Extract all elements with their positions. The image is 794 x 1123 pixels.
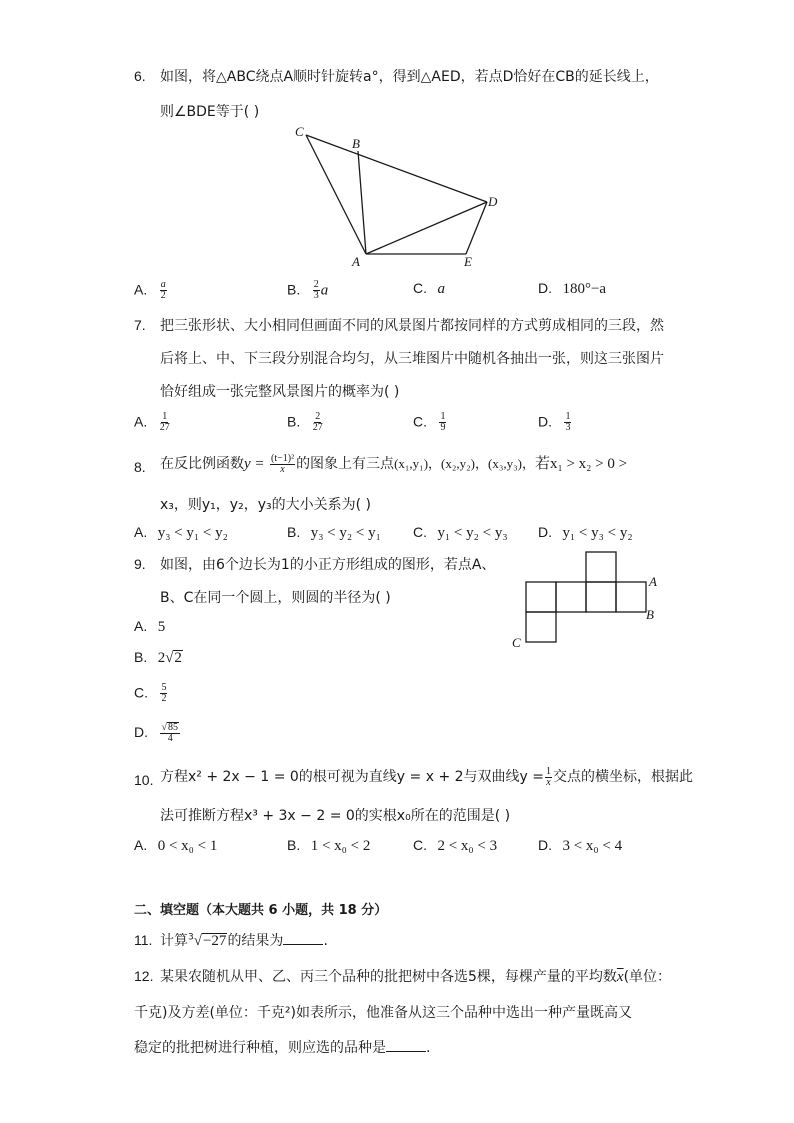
q9-text-line2: B、C在同一个圆上，则圆的半径为( ) (160, 590, 391, 606)
q6-text-line1: 如图，将△ABC绕点A顺时针旋转a°，得到△AED，若点D恰好在CB的延长线上， (160, 69, 659, 85)
label-C: C (512, 635, 521, 650)
q6-text-line2: 则∠BDE等于( ) (160, 104, 260, 120)
q8-text-line2: x₃，则y₁，y₂，y₃的大小关系为( ) (160, 497, 371, 513)
q7-text-line1: 把三张形状、大小相同但画面不同的风景图片都按同样的方式剪成相同的三段，然 (160, 318, 664, 334)
q9-option-d[interactable]: D. $\frac{√85}{4}$ (134, 722, 178, 744)
q10-option-c[interactable]: C. 2 < x₀ < 3 (413, 837, 498, 854)
q8-number: 8. (134, 459, 146, 475)
q7-number: 7. (134, 317, 146, 333)
q12-number: 12. (134, 968, 154, 984)
q11-text: 计算$^3$√−27的结果为 . (160, 932, 328, 949)
answer-blank[interactable] (283, 932, 323, 945)
q8-option-d[interactable]: D. y₁ < y₃ < y₂ (538, 524, 633, 541)
q6-option-b[interactable]: B. $\frac{2}{3}$ a (287, 279, 329, 301)
q8-option-b[interactable]: B. y₃ < y₂ < y₁ (287, 524, 381, 541)
q6-option-a[interactable]: A. $\frac{a}{2}$ (134, 279, 166, 301)
q9-text-line1: 如图，由6个边长为1的小正方形组成的图形，若点A、 (160, 557, 496, 573)
q10-number: 10. (134, 772, 154, 788)
q9-option-a[interactable]: A. 5 (134, 618, 166, 635)
answer-blank[interactable] (386, 1039, 426, 1052)
label-A: A (649, 574, 657, 589)
q9-squares-figure (508, 548, 668, 652)
q7-option-d[interactable]: D. $\frac{1}{3}$ (538, 411, 571, 433)
q6-option-c[interactable]: C. a (413, 280, 445, 297)
q10-text-line1: 方程x² + 2x − 1 = 0的根可视为直线y = x + 2与双曲线y = $\frac{1}{x}$ 交点的横坐标，根据此 (160, 765, 694, 788)
q12-text-line2: 千克)及方差(单位：千克²)如表所示，他准备从这三个品种中选出一种产量既高又 (134, 1005, 632, 1021)
q7-option-a[interactable]: A. $\frac{1}{27}$ (134, 411, 170, 433)
q6-option-d[interactable]: D. 180°−a (538, 280, 607, 297)
q7-option-c[interactable]: C. $\frac{1}{9}$ (413, 411, 446, 433)
q11-number: 11. (134, 932, 153, 948)
square-row3 (586, 582, 616, 612)
q8-text-line1: 在反比例函数y = $\frac{\text{(t−1)²}}{x}$ 的图象上有三点(x₁,y₁)，(x₂,y₂)，(x₃,y₃)，若x₁ > x₂ > 0 > (160, 452, 628, 475)
q10-option-a[interactable]: A. 0 < x₀ < 1 (134, 837, 218, 854)
label-C: C (295, 124, 304, 139)
q8-option-c[interactable]: C. y₁ < y₂ < y₃ (413, 524, 508, 541)
q9-number: 9. (134, 556, 146, 572)
label-B: B (352, 136, 360, 151)
segment-CD (306, 135, 487, 202)
q8-option-a[interactable]: A. y₃ < y₁ < y₂ (134, 524, 228, 541)
segment-BA (358, 151, 366, 254)
section-title: 二、填空题（本大题共 6 小题，共 18 分） (134, 903, 388, 918)
label-B: B (646, 607, 654, 622)
q12-text-line1: 某果农随机从甲、乙、丙三个品种的批把树中各选5棵，每棵产量的平均数$\overline{x}$(单位： (160, 969, 672, 985)
q10-option-d[interactable]: D. 3 < x₀ < 4 (538, 837, 623, 854)
label-E: E (464, 254, 472, 269)
q6-triangle-figure (290, 120, 510, 270)
q7-option-b[interactable]: B. $\frac{2}{27}$ (287, 411, 323, 433)
square-row1 (526, 582, 556, 612)
cube-root-index: 3 (188, 932, 194, 943)
square-bottom (526, 612, 556, 642)
label-D: D (488, 194, 498, 209)
q10-option-b[interactable]: B. 1 < x₀ < 2 (287, 837, 371, 854)
q9-option-c[interactable]: C. $\frac{5}{2}$ (134, 682, 167, 704)
segment-CA (306, 135, 366, 254)
q6-number: 6. (134, 68, 146, 84)
square-row4 (616, 582, 646, 612)
square-top (586, 552, 616, 582)
q10-text-line2: 法可推断方程x³ + 3x − 2 = 0的实根x₀所在的范围是( ) (160, 808, 511, 824)
square-row2 (556, 582, 586, 612)
q7-text-line3: 恰好组成一张完整风景图片的概率为( ) (160, 384, 400, 400)
q7-text-line2: 后将上、中、下三段分别混合均匀，从三堆图片中随机各抽出一张，则这三张图片 (160, 351, 664, 367)
label-A: A (352, 254, 360, 269)
q9-option-b[interactable]: B. 2√2 (134, 649, 182, 666)
q12-text-line3: 稳定的批把树进行种植，则应选的品种是 . (134, 1040, 431, 1056)
